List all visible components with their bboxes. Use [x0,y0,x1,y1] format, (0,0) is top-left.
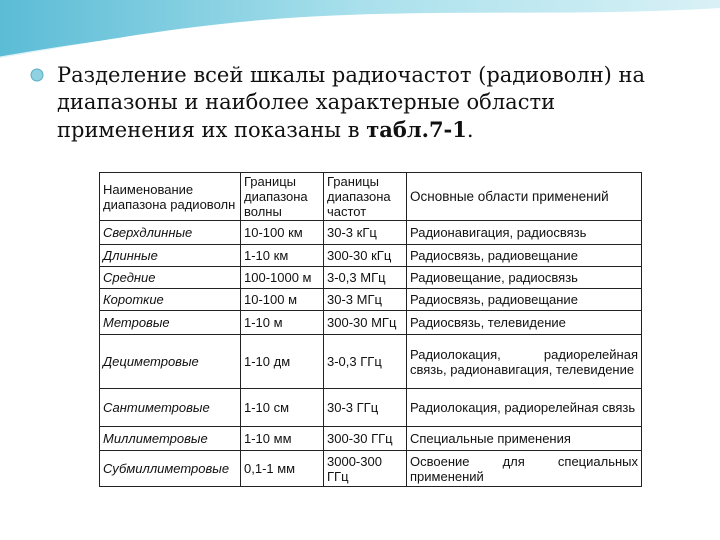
applications-cell: Радиосвязь, радиовещание [407,245,642,267]
band-name-cell: Короткие [100,289,241,311]
table-header-row [100,173,642,221]
band-name-cell: Метровые [100,311,241,335]
bullet-text [57,62,680,144]
frequency-cell: 30-3 МГц [324,289,407,311]
band-name-cell: Сверхдлинные [100,221,241,245]
frequency-cell: 3-0,3 МГц [324,267,407,289]
wavelength-cell: 10-100 м [241,289,324,311]
applications-cell: Радиосвязь, радиовещание [407,289,642,311]
table-row [100,427,642,451]
wavelength-cell: 100-1000 м [241,267,324,289]
bullet-text-end: . [466,118,474,142]
wavelength-cell: 10-100 км [241,221,324,245]
applications-cell: Радиосвязь, телевидение [407,311,642,335]
wavelength-cell: 0,1-1 мм [241,451,324,487]
frequency-cell: 300-30 ГГц [324,427,407,451]
table-row [100,389,642,427]
wavelength-cell: 1-10 мм [241,427,324,451]
table-row [100,221,642,245]
table-row [100,335,642,389]
frequency-cell: 30-3 кГц [324,221,407,245]
applications-cell: Освоение для специальных применений [407,451,642,487]
applications-cell: Специальные применения [407,427,642,451]
table-row [100,245,642,267]
wavelength-cell: 1-10 м [241,311,324,335]
table-row [100,451,642,487]
applications-cell: Радионавигация, радиосвязь [407,221,642,245]
table-row [100,311,642,335]
applications-cell: Радиовещание, радиосвязь [407,267,642,289]
table-reference: табл.7-1 [366,117,467,142]
frequency-cell: 300-30 кГц [324,245,407,267]
radio-bands-table [99,172,642,487]
table-row [100,289,642,311]
applications-cell: Радиолокация, радиорелейная связь [407,389,642,427]
band-name-cell: Дециметровые [100,335,241,389]
frequency-cell: 300-30 МГц [324,311,407,335]
wavelength-cell: 1-10 км [241,245,324,267]
header-wavelength: Границы диапазона волны [241,173,324,221]
bullet-paragraph [30,62,680,144]
band-name-cell: Субмиллиметровые [100,451,241,487]
band-name-cell: Миллиметровые [100,427,241,451]
wavelength-cell: 1-10 см [241,389,324,427]
header-band-name: Наименование диапазона радиоволн [100,173,241,221]
bullet-circle-icon [30,68,44,82]
frequency-cell: 30-3 ГГц [324,389,407,427]
header-frequency: Границы диапазона частот [324,173,407,221]
frequency-cell: 3-0,3 ГГц [324,335,407,389]
bullet-text-plain: Разделение всей шкалы радиочастот (радиоволн) на диапазоны и наиболее характерные области применения их показаны в [57,63,646,142]
wavelength-cell: 1-10 дм [241,335,324,389]
table-row [100,267,642,289]
header-wave-decoration [0,0,720,70]
band-name-cell: Средние [100,267,241,289]
band-name-cell: Длинные [100,245,241,267]
frequency-cell: 3000-300 ГГц [324,451,407,487]
band-name-cell: Сантиметровые [100,389,241,427]
applications-cell: Радиолокация, радиорелейная связь, радионавигация, телевидение [407,335,642,389]
header-applications: Основные области применений [407,173,642,221]
